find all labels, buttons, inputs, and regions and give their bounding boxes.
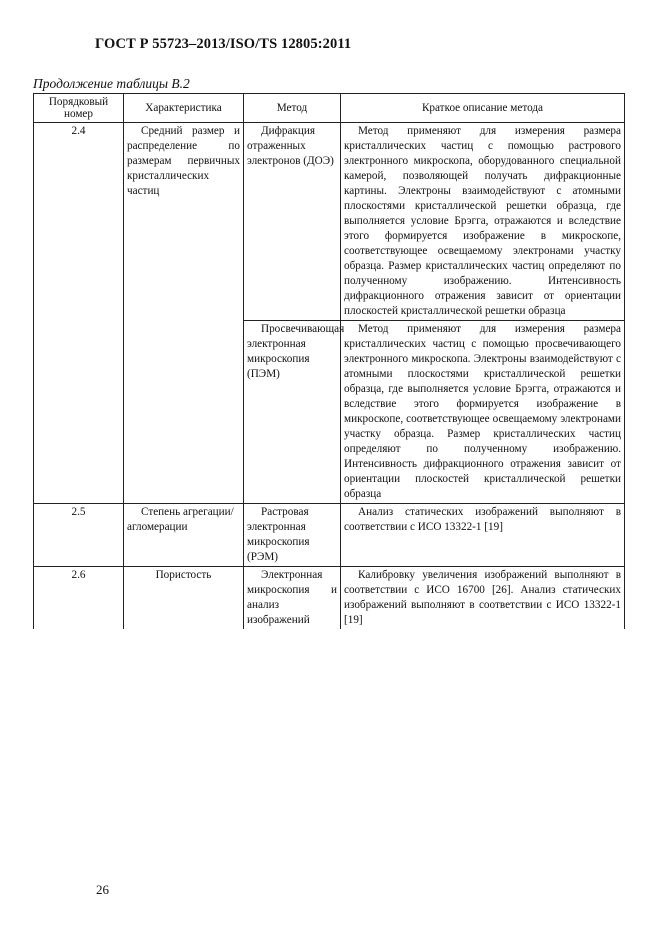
column-header-description: Краткое описание метода [341, 94, 625, 123]
row-number: 2.4 [34, 123, 124, 504]
column-header-number: Порядковый номер [34, 94, 124, 123]
row-description: Анализ статических изображений выполняют в соответствии с ИСО 13322-1 [19] [341, 504, 625, 567]
table-row [34, 567, 625, 630]
row-method: Дифракция отраженных электронов (ДОЭ) [244, 123, 341, 321]
table-row [34, 123, 625, 321]
row-characteristic: Степень агрегации/агломерации [124, 504, 244, 567]
row-characteristic: Средний размер и распределение по размерам первичных кристаллических частиц [124, 123, 244, 504]
row-method: Электронная микроскопия и анализ изображений [244, 567, 341, 630]
page-number: 26 [96, 882, 109, 897]
table-caption: Продолжение таблицы В.2 [33, 76, 190, 91]
row-number: 2.5 [34, 504, 124, 567]
column-header-characteristic: Характеристика [124, 94, 244, 123]
row-description: Калибровку увеличения изображений выполняют в соответствии с ИСО 16700 [26]. Анализ статических изображений выполняют в соответствии с ИСО 13322-1 [19] [341, 567, 625, 630]
row-characteristic: Пористость [124, 567, 244, 630]
table-header-row [34, 94, 625, 123]
row-method: Растровая электронная микроскопия (РЭМ) [244, 504, 341, 567]
row-method: Просвечивающая электронная микроскопия (ПЭМ) [244, 321, 341, 504]
row-description: Метод применяют для измерения размера кристаллических частиц с помощью растрового электронного микроскопа, оборудованного специальной камерой, позволяющей получать дифракционные картины. Электроны взаимодействуют с атомными плоскостями кристаллической решетки образца, где выполняется условие Брэгга, отражаются и вследствие этого формируется изображение в микроскопе, соответствующее освещаемому электронами участку образца. Размер кристаллических частиц определяют по полученному изображению. Интенсивность дифракционного отражения зависит от ориентации плоскостей кристаллической решетки образца [341, 123, 625, 321]
table-row [34, 504, 625, 567]
column-header-method: Метод [244, 94, 341, 123]
document-header: ГОСТ Р 55723–2013/ISO/TS 12805:2011 [95, 36, 352, 52]
row-number: 2.6 [34, 567, 124, 630]
row-description: Метод применяют для измерения размера кристаллических частиц с помощью просвечивающего электронного микроскопа. Электроны взаимодействуют с атомными плоскостями кристаллической решетки образца, где выполняется условие Брэгга, отражаются и вследствие этого формируется изображение в микроскопе, соответствующее освещаемому электронами участку образца. Размер кристаллических частиц определяют по полученному изображению. Интенсивность дифракционного отражения зависит от ориентации плоскостей кристаллической решетки образца [341, 321, 625, 504]
methods-table [33, 93, 625, 629]
